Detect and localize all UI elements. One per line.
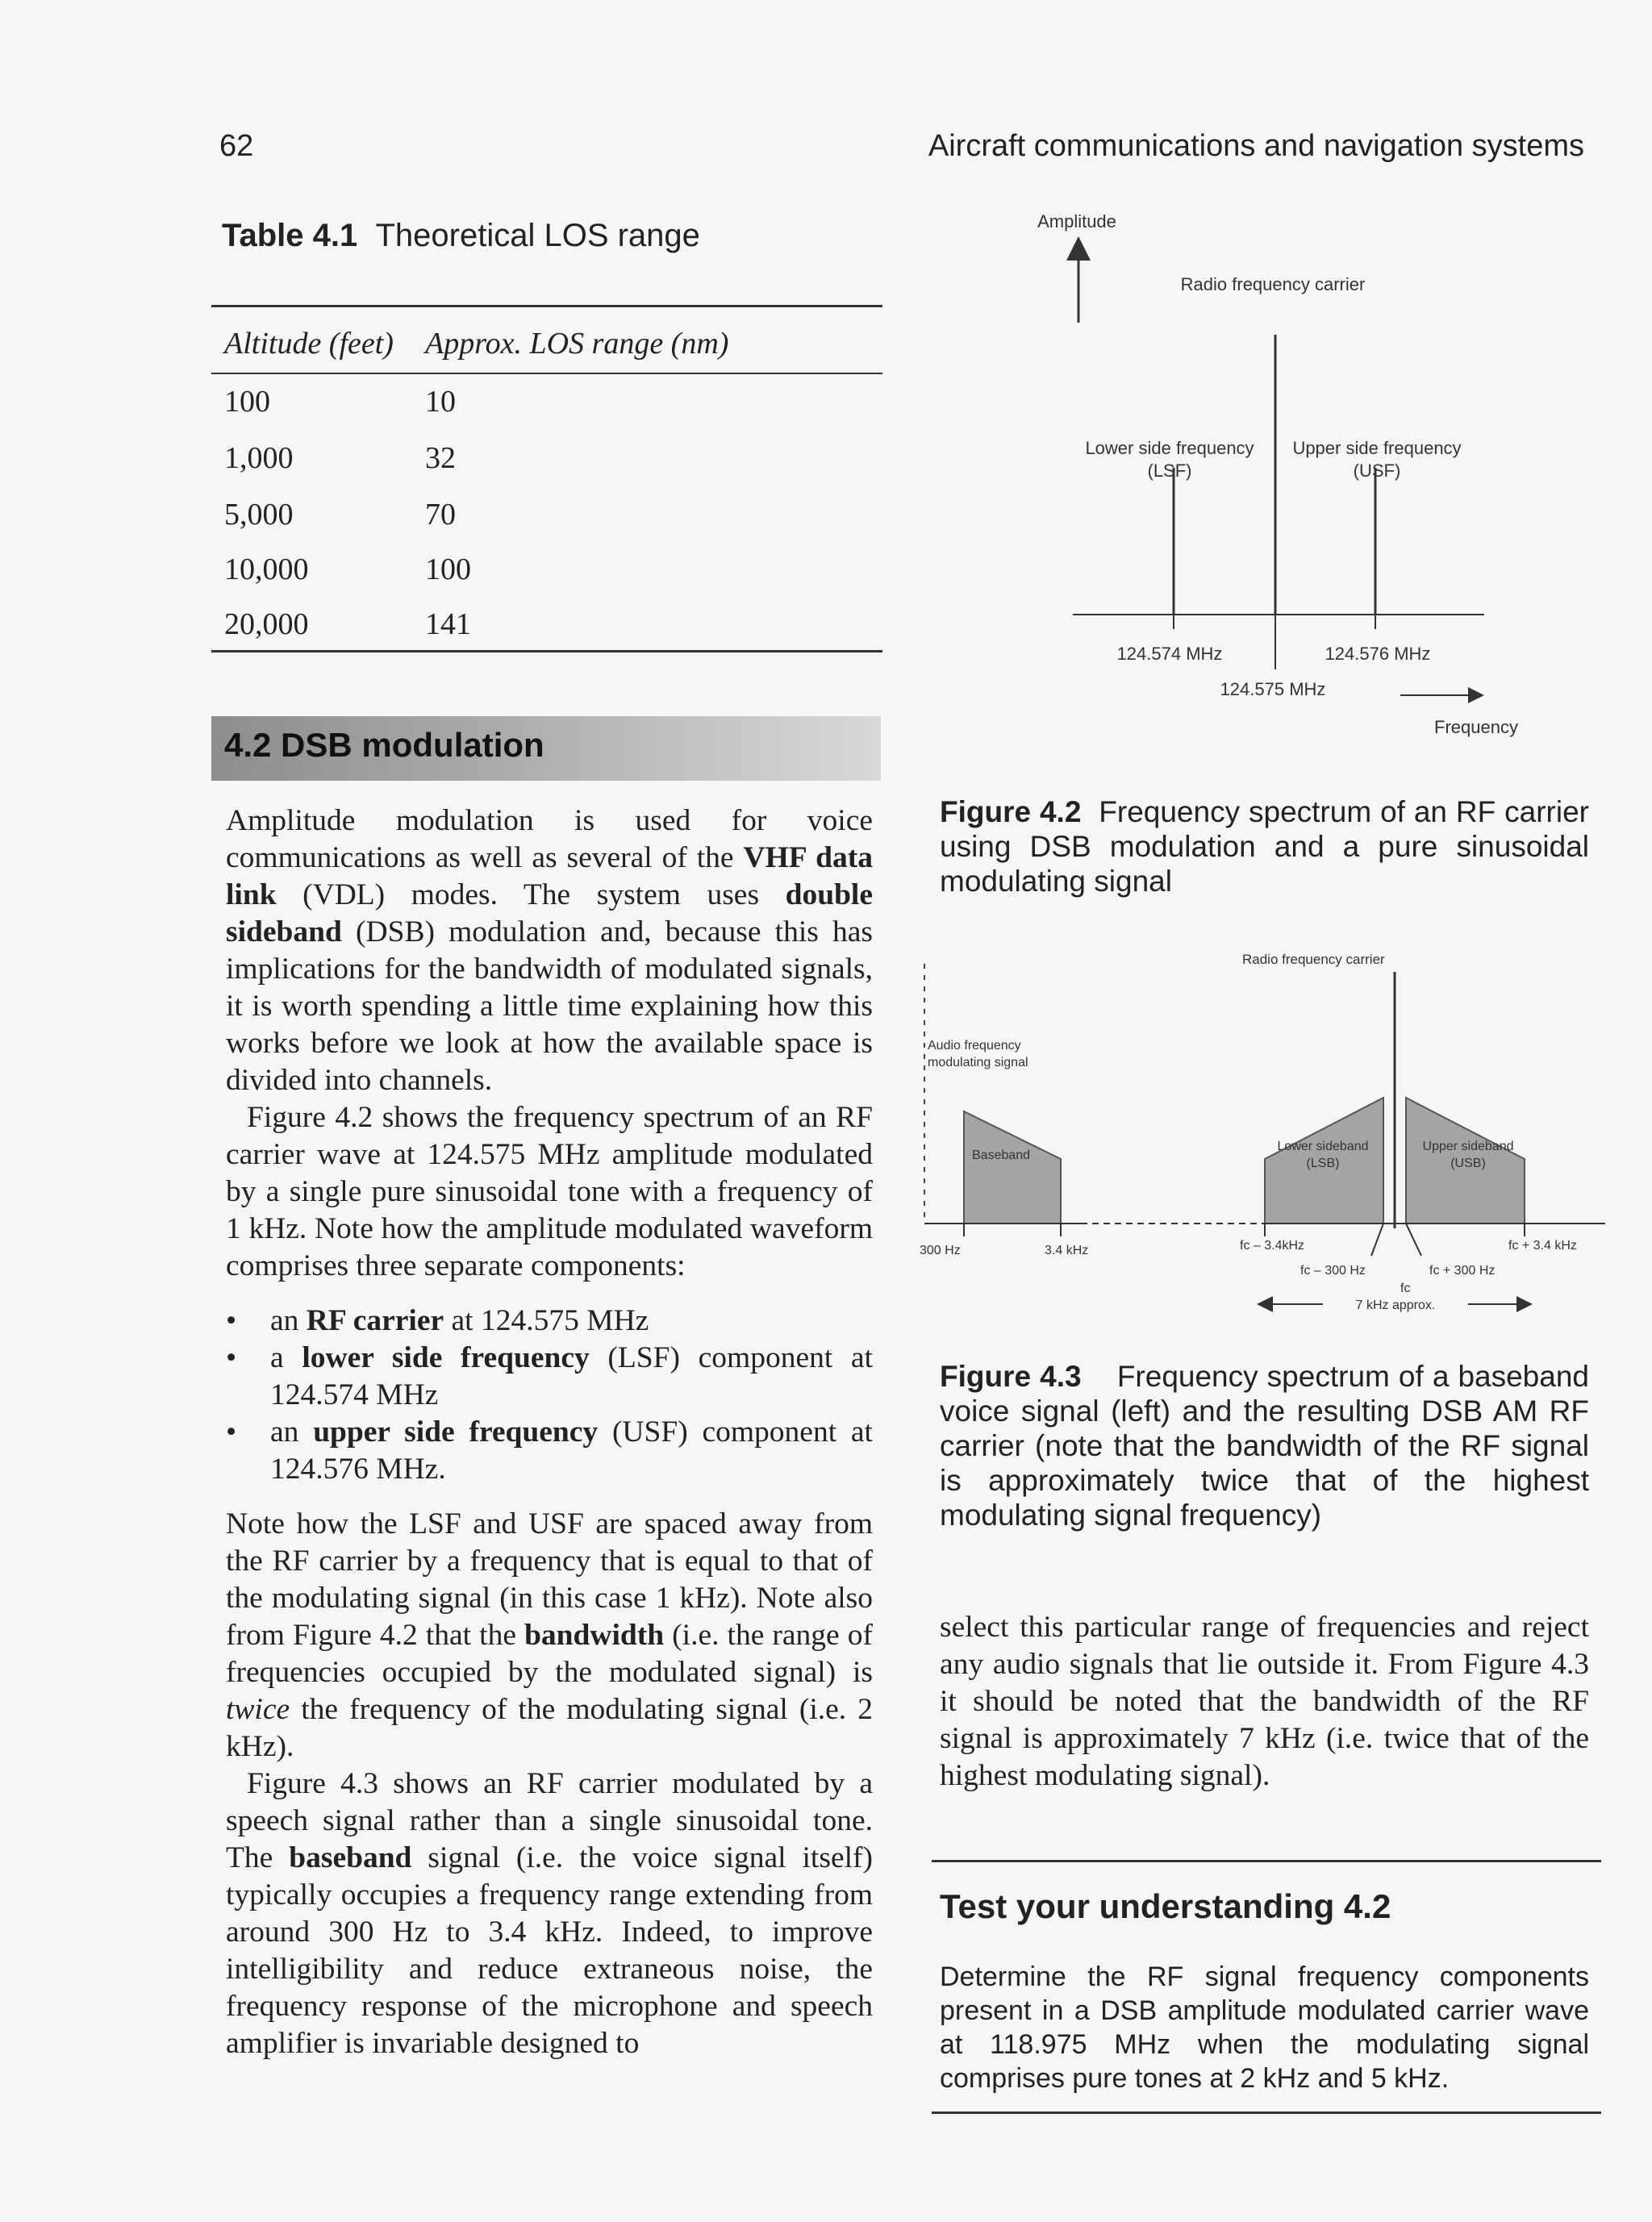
lsf-label: Lower side frequency <box>1085 438 1254 458</box>
text-run: an <box>270 1415 314 1449</box>
table-column-header: Altitude (feet) <box>224 327 394 361</box>
text-run: Figure 4.3 shows an RF carrier modulated by a speech signal rather than a single sinusoidal tone. The <box>226 1767 873 1874</box>
paragraph <box>226 1766 873 2062</box>
tick-label: fc + 300 Hz <box>1429 1264 1496 1278</box>
text-run: (DSB) modulation and, because this has implications for the bandwidth of modulated signals, it is worth spending a little time explaining how this works before we look at how the available space is divided into channels. <box>226 915 873 1097</box>
paragraph: Figure 4.2 shows the frequency spectrum of an RF carrier wave at 124.575 MHz amplitude modulated by a single pure sinusoidal tone with a frequency of 1 kHz. Note how the amplitude modulated waveform comprises three separate components: <box>226 1101 873 1282</box>
body-column-left <box>226 803 873 2062</box>
figure-4-2-caption <box>940 794 1589 898</box>
bandwidth-label: 7 kHz approx. <box>1355 1299 1436 1312</box>
usb-label: (USB) <box>1450 1157 1486 1170</box>
test-box-bottom-rule <box>932 2112 1601 2114</box>
paragraph <box>226 803 873 1099</box>
list-item <box>226 1414 873 1488</box>
figure-caption-text: Frequency spectrum of an RF carrier using DSB modulation and a pure sinusoidal modulating signal <box>940 795 1589 898</box>
table-cell: 100 <box>224 385 270 419</box>
baseband-label: Baseband <box>972 1149 1031 1162</box>
bold-term: baseband <box>289 1841 412 1874</box>
bold-term: RF carrier <box>306 1304 444 1337</box>
baseband-block <box>964 1111 1061 1224</box>
figure-4-2-spectrum <box>928 202 1613 750</box>
paragraph <box>226 1506 873 1766</box>
tick-label: 124.575 MHz <box>1220 679 1326 699</box>
table-cell: 10 <box>425 385 456 419</box>
carrier-label: Radio frequency carrier <box>1180 274 1366 294</box>
table-bottom-rule <box>211 650 882 652</box>
tick-label: 124.574 MHz <box>1116 644 1223 664</box>
body-column-right: select this particular range of frequencies and reject any audio signals that lie outside it. From Figure 4.3 it should be noted that the bandwidth of the RF signal is approximately 7 kHz (i.e. twice that of the highest modulating signal). <box>940 1611 1589 1792</box>
table-column-header: Approx. LOS range (nm) <box>425 327 729 361</box>
section-heading: 4.2 DSB modulation <box>224 726 544 764</box>
page-number: 62 <box>219 129 254 163</box>
tick-label: 300 Hz <box>920 1244 961 1257</box>
table-cell: 20,000 <box>224 607 309 641</box>
table-cell: 70 <box>425 498 456 532</box>
bold-term: upper side frequency <box>313 1415 599 1449</box>
table-cell: 100 <box>425 552 471 586</box>
table-caption <box>222 218 700 254</box>
text-run: (USF) component at 124.576 MHz. <box>270 1415 873 1486</box>
text-run: an <box>270 1304 307 1337</box>
table-top-rule <box>211 305 882 307</box>
usb-label: Upper sideband <box>1422 1140 1514 1153</box>
list-item <box>226 1340 873 1414</box>
tick-label: fc – 3.4kHz <box>1240 1239 1305 1253</box>
text-run: (i.e. the range of frequencies occupied by the modulated signal) is <box>226 1619 873 1689</box>
usf-label: (USF) <box>1353 461 1401 481</box>
table-header-rule <box>211 373 882 374</box>
text-run: at 124.575 MHz <box>444 1304 649 1337</box>
text-run: signal (i.e. the voice signal itself) typically occupies a frequency range extending from around 300 Hz to 3.4 kHz. Indeed, to improve intelligibility and reduce extraneous noise, the frequency response of the microphone and speech amplifier is invariable designed to <box>226 1841 873 2060</box>
text-run: the frequency of the modulating signal (i.e. 2 kHz). <box>226 1693 873 1763</box>
italic-term: twice <box>226 1693 290 1726</box>
test-text: Determine the RF signal frequency components present in a DSB amplitude modulated carrier wave at 118.975 MHz when the modulating signal comprises pure tones at 2 kHz and 5 kHz. <box>940 1961 1589 2094</box>
tick-label: fc – 300 Hz <box>1300 1264 1366 1278</box>
figure-label: Figure 4.2 <box>940 795 1082 828</box>
bold-term: lower side frequency <box>302 1341 590 1374</box>
text-run: (VDL) modes. The system uses <box>276 878 786 911</box>
audio-label: Audio frequency <box>928 1039 1021 1053</box>
table-cell: 141 <box>425 607 471 641</box>
test-heading: Test your understanding 4.2 <box>940 1887 1391 1925</box>
tick-pointer <box>1371 1224 1383 1256</box>
text-run: Amplitude modulation is used for voice communications as well as several of the <box>226 804 873 874</box>
table-cell: 5,000 <box>224 498 294 532</box>
lsf-label: (LSF) <box>1147 461 1192 481</box>
test-box-top-rule <box>932 1860 1601 1862</box>
tick-label: 124.576 MHz <box>1325 644 1431 664</box>
table-title: Theoretical LOS range <box>375 218 700 253</box>
figure-4-3-spectrum <box>920 940 1605 1343</box>
bold-term: double sideband <box>226 878 873 948</box>
text-run: (LSF) component at 124.574 MHz <box>270 1341 873 1411</box>
figure-caption-text: Frequency spectrum of a baseband voice signal (left) and the resulting DSB AM RF carrier (note that the bandwidth of the RF signal is approximately twice that of the highest modulating signal frequency) <box>940 1360 1589 1532</box>
carrier-label: Radio frequency carrier <box>1242 952 1385 967</box>
tick-label: fc <box>1400 1282 1411 1295</box>
text-run: Note how the LSF and USF are spaced away from the RF carrier by a frequency that is equal to that of the modulating signal (in this case 1 kHz). Note also from Figure 4.2 that the <box>226 1507 873 1652</box>
bold-term: VHF data link <box>226 841 873 911</box>
figure-label: Figure 4.3 <box>940 1360 1082 1393</box>
running-head: Aircraft communications and navigation systems <box>928 129 1584 163</box>
bold-term: bandwidth <box>524 1619 665 1652</box>
text-run: a <box>270 1341 302 1374</box>
audio-label: modulating signal <box>928 1056 1028 1069</box>
tick-label: 3.4 kHz <box>1045 1244 1089 1257</box>
lsb-label: Lower sideband <box>1277 1140 1369 1153</box>
tick-pointer <box>1406 1224 1421 1256</box>
amplitude-label: Amplitude <box>1037 211 1116 231</box>
tick-label: fc + 3.4 kHz <box>1508 1239 1577 1253</box>
table-cell: 1,000 <box>224 441 294 475</box>
frequency-label: Frequency <box>1434 717 1518 737</box>
figure-4-3-caption <box>940 1359 1589 1532</box>
bullet-list <box>226 1303 873 1488</box>
table-cell: 10,000 <box>224 552 309 586</box>
list-item <box>226 1303 873 1340</box>
usf-label: Upper side frequency <box>1292 438 1462 458</box>
table-label: Table 4.1 <box>222 218 358 253</box>
table-cell: 32 <box>425 441 456 475</box>
lsb-label: (LSB) <box>1306 1157 1340 1170</box>
